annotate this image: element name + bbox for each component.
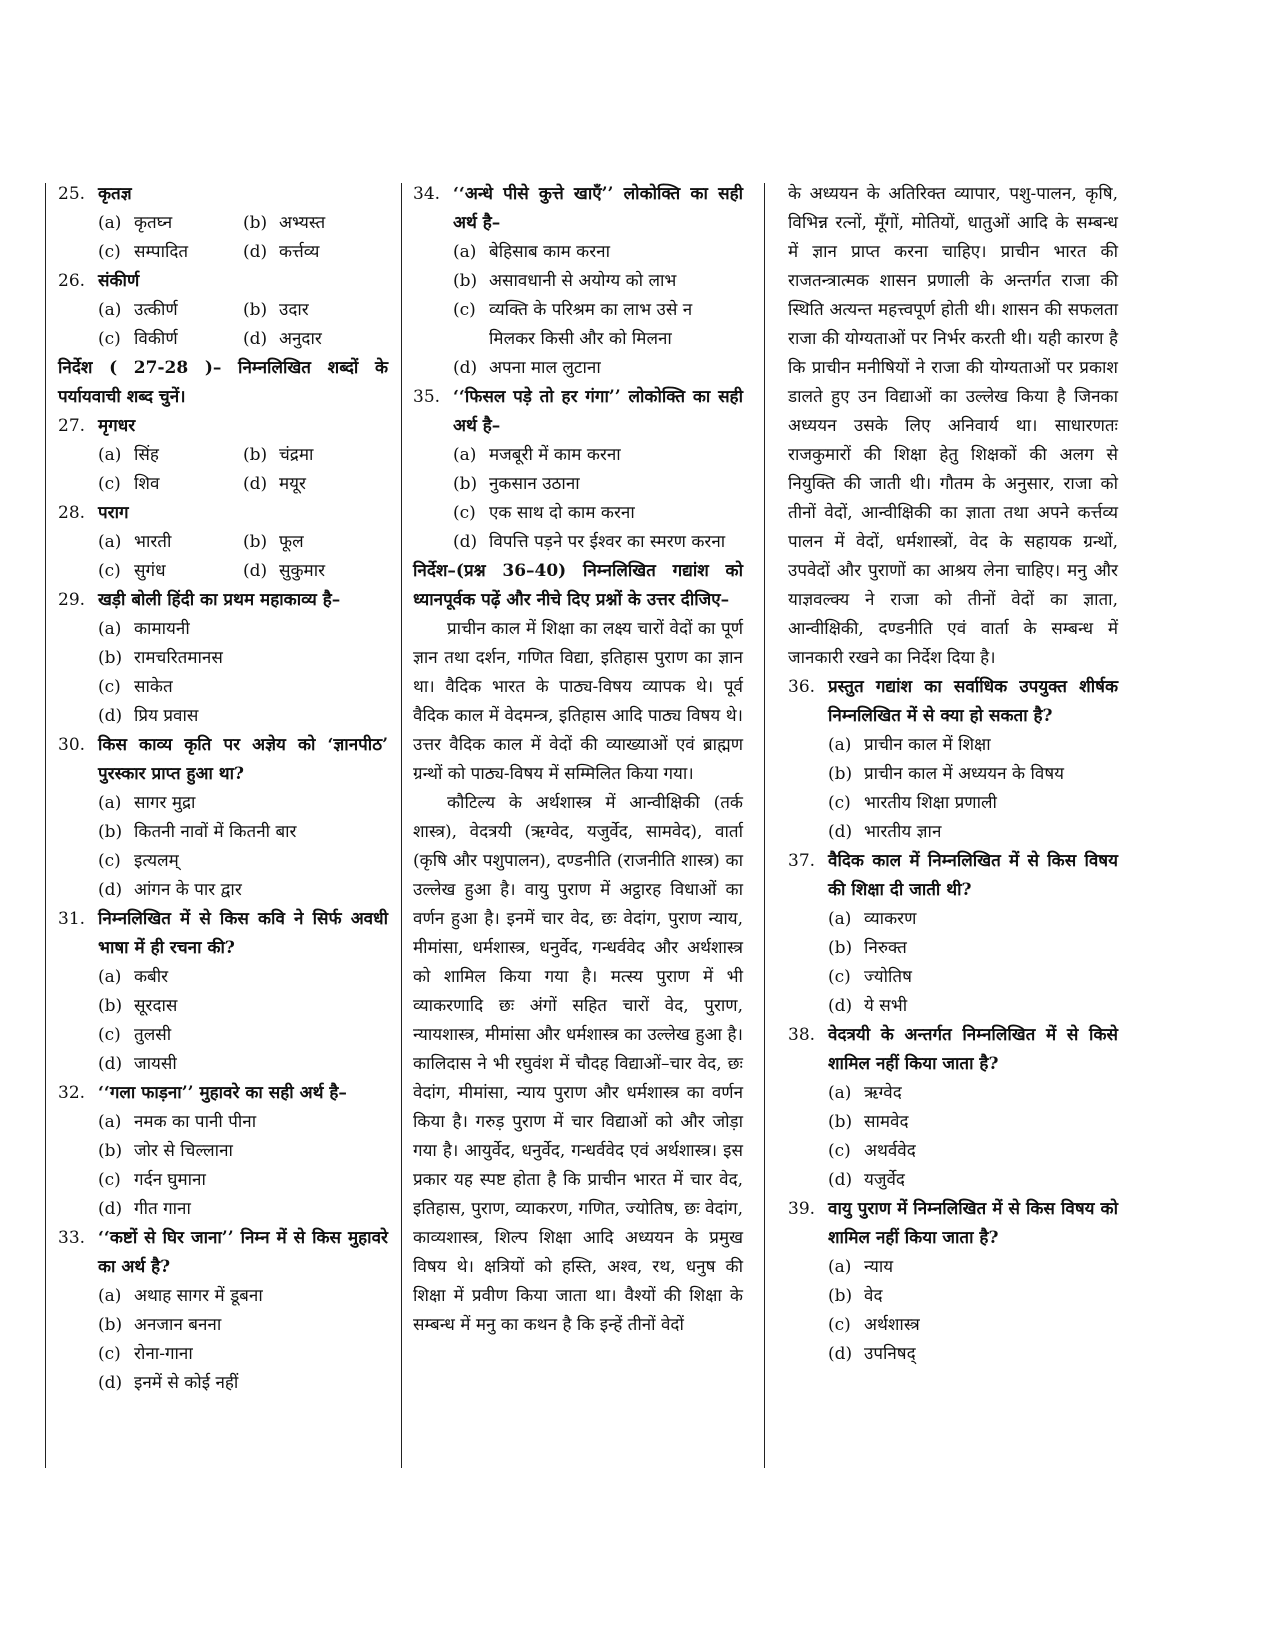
- question-text: वैदिक काल में निम्नलिखित में से किस विषय की शिक्षा दी जाती थी?: [828, 851, 1118, 900]
- question-number: 28.: [58, 503, 86, 523]
- question-text: खड़ी बोली हिंदी का प्रथम महाकाव्य है–: [98, 590, 341, 610]
- option-d: (d) सुकुमार: [243, 561, 326, 581]
- column-2: [413, 180, 743, 1340]
- question-number: 29.: [58, 590, 86, 610]
- question-28: [58, 499, 388, 586]
- question-text: ‘‘गला फाड़ना’’ मुहावरे का सही अर्थ है–: [98, 1083, 347, 1103]
- option-d: (d) गीत गाना: [98, 1199, 191, 1219]
- question-26: [58, 267, 388, 354]
- question-number: 39.: [788, 1199, 816, 1219]
- option-c: (c) अर्थशास्त्र: [828, 1315, 920, 1335]
- question-text: वायु पुराण में निम्नलिखित में से किस विषय को शामिल नहीं किया जाता है?: [828, 1199, 1118, 1248]
- column-3: [788, 180, 1118, 1369]
- column-divider-1: [401, 183, 402, 1468]
- option-d: (d) जायसी: [98, 1054, 177, 1074]
- option-b: (b) जोर से चिल्लाना: [98, 1141, 233, 1161]
- option-c: (c) रोना-गाना: [98, 1344, 193, 1364]
- option-b: (b) फूल: [243, 532, 304, 552]
- question-number: 27.: [58, 416, 86, 436]
- question-37: [788, 847, 1118, 1021]
- column-1: [58, 180, 388, 1398]
- question-number: 32.: [58, 1083, 86, 1103]
- option-a: (a) सागर मुद्रा: [98, 793, 196, 813]
- question-35: [413, 383, 743, 557]
- option-a: (a) सिंह: [98, 445, 159, 465]
- column-divider-2: [764, 183, 765, 1468]
- option-c: (c) तुलसी: [98, 1025, 172, 1045]
- option-a: (a) नमक का पानी पीना: [98, 1112, 257, 1132]
- question-text: कृतज्ञ: [98, 184, 132, 204]
- option-b: (b) रामचरितमानस: [98, 648, 223, 668]
- question-25: [58, 180, 388, 267]
- question-text: मृगधर: [98, 416, 136, 436]
- option-a: (a) न्याय: [828, 1257, 894, 1277]
- direction-36-40: निर्देश–(प्रश्न 36–40) निम्नलिखित गद्यांश को ध्यानपूर्वक पढ़ें और नीचे दिए प्रश्नों के उत्तर दीजिए–: [413, 561, 743, 610]
- option-b: (b) असावधानी से अयोग्य को लाभ: [453, 271, 677, 291]
- option-a: (a) बेहिसाब काम करना: [453, 242, 611, 262]
- option-c: (c) इत्यलम्: [98, 851, 179, 871]
- direction-27-28: निर्देश ( 27-28 )– निम्नलिखित शब्दों के पर्यायवाची शब्द चुनें।: [58, 358, 388, 407]
- question-33: [58, 1224, 388, 1398]
- option-a: (a) कबीर: [98, 967, 169, 987]
- option-b: (b) अनजान बनना: [98, 1315, 222, 1335]
- option-d: (d) मयूर: [243, 474, 306, 494]
- option-b: (b) कितनी नावों में कितनी बार: [98, 822, 297, 842]
- option-b: (b) निरुक्त: [828, 938, 907, 958]
- option-b: (b) सूरदास: [98, 996, 178, 1016]
- question-number: 37.: [788, 851, 816, 871]
- question-34: [413, 180, 743, 383]
- option-d: (d) विपत्ति पड़ने पर ईश्वर का स्मरण करना: [453, 532, 726, 552]
- option-c: (c) ज्योतिष: [828, 967, 912, 987]
- option-d: (d) आंगन के पार द्वार: [98, 880, 242, 900]
- option-a: (a) ऋग्वेद: [828, 1083, 902, 1103]
- option-b: (b) नुकसान उठाना: [453, 474, 580, 494]
- option-d: (d) प्रिय प्रवास: [98, 706, 199, 726]
- question-text: पराग: [98, 503, 129, 523]
- question-number: 25.: [58, 184, 86, 204]
- passage-paragraph-2: कौटिल्य के अर्थशास्त्र में आन्वीक्षिकी (तर्क शास्त्र), वेदत्रयी (ऋग्वेद, यजुर्वेद, सामवेद), वार्ता (कृषि और पशुपालन), दण्डनीति (राजनीति शास्त्र) का उल्लेख हुआ है। वायु पुराण में अट्ठारह विधाओं का वर्णन हुआ है। इनमें चार वेद, छः वेदांग, पुराण न्याय, मीमांसा, धर्मशास्त्र, धनुर्वेद, गन्धर्ववेद और अर्थशास्त्र को शामिल किया गया है। मत्स्य पुराण में भी व्याकरणादि छः अंगों सहित चारों वेद, पुराण, न्यायशास्त्र, मीमांसा और धर्मशास्त्र का उल्लेख हुआ है। कालिदास ने भी रघुवंश में चौदह विद्याओं–चार वेद, छः वेदांग, मीमांसा, न्याय पुराण और धर्मशास्त्र का वर्णन किया है। गरुड़ पुराण में चार विद्याओं को और जोड़ा गया है। आयुर्वेद, धनुर्वेद, गन्धर्ववेद एवं अर्थशास्त्र। इस प्रकार यह स्पष्ट होता है कि प्राचीन भारत में चार वेद, इतिहास, पुराण, व्याकरण, गणित, ज्योतिष, छः वेदांग, काव्यशास्त्र, शिल्प शिक्षा आदि अध्ययन के प्रमुख विषय थे। क्षत्रियों को हस्ति, अश्व, रथ, धनुष की शिक्षा में प्रवीण किया जाता था। वैश्यों की शिक्षा के सम्बन्ध में मनु का कथन है कि इन्हें तीनों वेदों: [413, 793, 743, 1335]
- option-a: (a) कृतघ्न: [98, 213, 173, 233]
- option-b: (b) प्राचीन काल में अध्ययन के विषय: [828, 764, 1065, 784]
- question-number: 35.: [413, 387, 441, 407]
- question-text: संकीर्ण: [98, 271, 140, 291]
- option-b: (b) अभ्यस्त: [243, 213, 326, 233]
- option-d: (d) यजुर्वेद: [828, 1170, 905, 1190]
- option-b: (b) वेद: [828, 1286, 883, 1306]
- question-text: ‘‘फिसल पड़े तो हर गंगा’’ लोकोक्ति का सही अर्थ है–: [453, 387, 743, 436]
- question-number: 33.: [58, 1228, 86, 1248]
- option-b: (b) उदार: [243, 300, 309, 320]
- option-d: (d) अपना माल लुटाना: [453, 358, 601, 378]
- question-29: [58, 586, 388, 731]
- question-number: 30.: [58, 735, 86, 755]
- question-number: 34.: [413, 184, 441, 204]
- option-d: (d) भारतीय ज्ञान: [828, 822, 942, 842]
- option-c: (c) एक साथ दो काम करना: [453, 503, 635, 523]
- question-32: [58, 1079, 388, 1224]
- option-c: (c) सुगंध: [98, 561, 166, 581]
- option-c: (c) व्यक्ति के परिश्रम का लाभ उसे न मिलकर किसी और को मिलना: [453, 300, 693, 349]
- option-c: (c) गर्दन घुमाना: [98, 1170, 206, 1190]
- question-text: प्रस्तुत गद्यांश का सर्वाधिक उपयुक्त शीर्षक निम्नलिखित में से क्या हो सकता है?: [828, 677, 1118, 726]
- option-a: (a) मजबूरी में काम करना: [453, 445, 621, 465]
- option-d: (d) ये सभी: [828, 996, 908, 1016]
- option-a: (a) कामायनी: [98, 619, 190, 639]
- passage-paragraph-1: प्राचीन काल में शिक्षा का लक्ष्य चारों वेदों का पूर्ण ज्ञान तथा दर्शन, गणित विद्या, इतिहास पुराण का ज्ञान था। वैदिक भारत के पाठ्य-विषय व्यापक थे। पूर्व वैदिक काल में वेदमन्त्र, इतिहास आदि पाठ्य विषय थे। उत्तर वैदिक काल में वेदों की व्याख्याओं एवं ब्राह्मण ग्रन्थों को पाठ्य-विषय में सम्मिलित किया गया।: [413, 619, 743, 784]
- left-border-rule: [45, 183, 46, 1468]
- option-a: (a) व्याकरण: [828, 909, 917, 929]
- option-c: (c) सम्पादित: [98, 242, 189, 262]
- option-c: (c) शिव: [98, 474, 160, 494]
- option-a: (a) उत्कीर्ण: [98, 300, 178, 320]
- question-number: 36.: [788, 677, 816, 697]
- question-36: [788, 673, 1118, 847]
- question-text: वेदत्रयी के अन्तर्गत निम्नलिखित में से किसे शामिल नहीं किया जाता है?: [828, 1025, 1118, 1074]
- option-b: (b) चंद्रमा: [243, 445, 314, 465]
- question-text: ‘‘कष्टों से घिर जाना’’ निम्न में से किस मुहावरे का अर्थ है?: [98, 1228, 388, 1277]
- option-a: (a) प्राचीन काल में शिक्षा: [828, 735, 991, 755]
- question-30: [58, 731, 388, 905]
- option-a: (a) भारती: [98, 532, 172, 552]
- option-d: (d) अनुदार: [243, 329, 322, 349]
- question-text: ‘‘अन्धे पीसे कुत्ते खाएँ’’ लोकोक्ति का सही अर्थ है–: [453, 184, 743, 233]
- question-38: [788, 1021, 1118, 1195]
- option-c: (c) विकीर्ण: [98, 329, 178, 349]
- passage-paragraph-3: के अध्ययन के अतिरिक्त व्यापार, पशु-पालन, कृषि, विभिन्न रत्नों, मूँगों, मोतियों, धातुओं आदि के सम्बन्ध में ज्ञान प्राप्त करना चाहिए। प्राचीन भारत की राजतन्त्रात्मक शासन प्रणाली के अन्तर्गत राजा की स्थिति अत्यन्त महत्त्वपूर्ण होती थी। शासन की सफलता राजा की योग्यताओं पर निर्भर करती थी। यही कारण है कि प्राचीन मनीषियों ने राजा की योग्यताओं पर प्रकाश डालते हुए उन विद्याओं का उल्लेख किया है जिनका अध्ययन उसके लिए अनिवार्य था। साधारणतः राजकुमारों की शिक्षा हेतु शिक्षकों की अलग से नियुक्ति की जाती थी। गौतम के अनुसार, राजा को तीनों वेदों, आन्वीक्षिकी का ज्ञाता तथा अपने कर्त्तव्य पालन में वेदों, धर्मशास्त्रों, वेद के सहायक ग्रन्थों, उपवेदों और पुराणों का आश्रय लेना चाहिए। मनु और याज्ञवल्क्य ने राजा को तीनों वेदों का ज्ञाता, आन्वीक्षिकी, दण्डनीति एवं वार्ता के सम्बन्ध में जानकारी रखने का निर्देश दिया है।: [788, 184, 1118, 668]
- option-d: (d) उपनिषद्: [828, 1344, 916, 1364]
- option-b: (b) सामवेद: [828, 1112, 909, 1132]
- option-a: (a) अथाह सागर में डूबना: [98, 1286, 263, 1306]
- option-d: (d) कर्त्तव्य: [243, 242, 320, 262]
- question-27: [58, 412, 388, 499]
- question-number: 26.: [58, 271, 86, 291]
- question-text: किस काव्य कृति पर अज्ञेय को ‘ज्ञानपीठ’ पुरस्कार प्राप्त हुआ था?: [98, 735, 388, 784]
- option-d: (d) इनमें से कोई नहीं: [98, 1373, 239, 1393]
- option-c: (c) साकेत: [98, 677, 173, 697]
- question-31: [58, 905, 388, 1079]
- option-c: (c) भारतीय शिक्षा प्रणाली: [828, 793, 997, 813]
- option-c: (c) अथर्ववेद: [828, 1141, 916, 1161]
- question-number: 31.: [58, 909, 86, 929]
- question-number: 38.: [788, 1025, 816, 1045]
- question-39: [788, 1195, 1118, 1369]
- question-text: निम्नलिखित में से किस कवि ने सिर्फ अवधी भाषा में ही रचना की?: [98, 909, 388, 958]
